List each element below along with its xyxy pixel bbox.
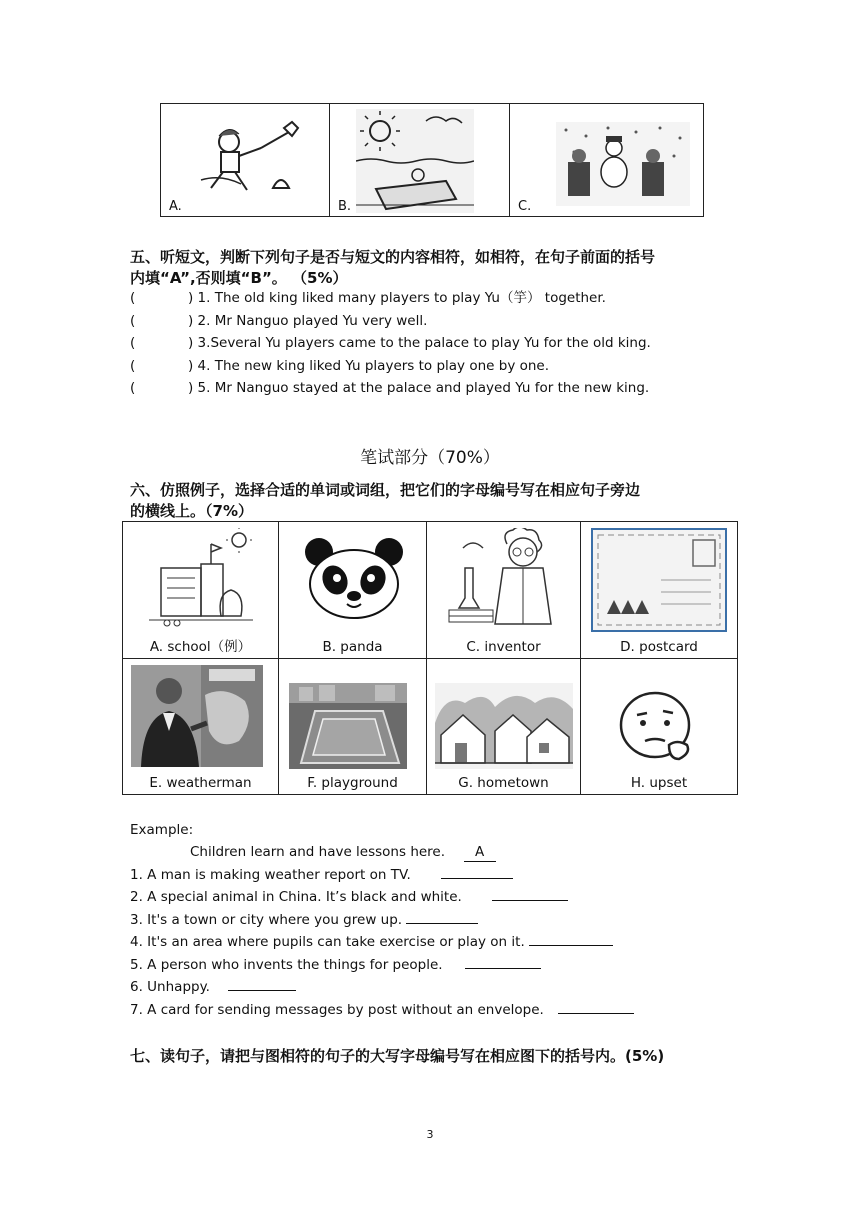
answer-blank[interactable] (529, 931, 613, 946)
question-row: 4. It's an area where pupils can take exercise or play on it. (130, 931, 613, 954)
grid-label-postcard: D. postcard (620, 639, 698, 655)
picture-cell-c (510, 104, 703, 216)
inventor-icon (443, 528, 567, 630)
section5-list (130, 287, 651, 400)
weatherman-photo-icon (131, 665, 263, 767)
answer-blank[interactable] (441, 864, 513, 879)
grid-label-inventor: C. inventor (466, 639, 541, 655)
list-item: ( ) 1. The old king liked many players to play Yu（竽） together. (130, 290, 606, 306)
list-item: ( ) 5. Mr Nanguo stayed at the palace and played Yu for the new king. (130, 380, 650, 396)
grid-cell-hometown (427, 659, 581, 794)
section6-title-line1: 六、仿照例子，选择合适的单词或词组，把它们的字母编号写在相应句子旁边 (130, 481, 641, 499)
grid-label-playground: F. playground (307, 775, 398, 791)
picture-cell-b (330, 104, 510, 216)
section7-title: 七、读句子，请把与图相符的句子的大写字母编号写在相应图下的括号内。(5%) (130, 1047, 665, 1065)
answer-blank[interactable] (406, 909, 478, 924)
example-row (190, 841, 496, 864)
example-answer: A (475, 844, 485, 860)
snowman-children-icon (556, 122, 690, 206)
beach-boat-icon (356, 109, 474, 213)
answer-blank[interactable] (228, 976, 296, 991)
question-row: 2. A special animal in China. It’s black and white. (130, 886, 568, 909)
list-item: ( ) 2. Mr Nanguo played Yu very well. (130, 312, 428, 329)
example-answer-blank (464, 844, 496, 862)
page-number: 3 (426, 1128, 434, 1141)
written-part-title: 笔试部分（70%） (360, 448, 500, 468)
school-icon (149, 528, 253, 628)
picture-label-b: B. (338, 199, 352, 214)
answer-blank[interactable] (465, 954, 541, 969)
grid-label-panda: B. panda (322, 639, 383, 655)
question-row: 3. It's a town or city where you grew up. (130, 909, 478, 932)
playground-photo-icon (289, 683, 407, 769)
grid-cell-school (123, 522, 279, 659)
grid-label-upset: H. upset (630, 775, 688, 791)
panda-icon (299, 536, 409, 620)
grid-label-weatherman: E. weatherman (149, 775, 252, 791)
section5-title-line2: 内填“A”,否则填“B”。 （5%） (130, 269, 348, 287)
section5-title-line1: 五、听短文，判断下列句子是否与短文的内容相符，如相符，在句子前面的括号 (130, 248, 656, 266)
grid-cell-panda (279, 522, 427, 659)
list-item: ( ) 3.Several Yu players came to the palace to play Yu for the old king. (130, 335, 651, 351)
hometown-icon (435, 683, 573, 769)
picture-label-a: A. (169, 199, 182, 214)
example-sentence: Children learn and have lessons here. (190, 844, 446, 860)
grid-cell-weatherman (123, 659, 279, 794)
answer-blank[interactable] (558, 999, 634, 1014)
postcard-icon (591, 528, 727, 632)
grid-label-hometown: G. hometown (458, 775, 549, 791)
picture-table-top (160, 103, 704, 217)
grid-label-school: A. school（例） (149, 639, 252, 655)
picture-label-c: C. (518, 199, 532, 214)
boy-with-kite-icon (189, 118, 314, 198)
vocabulary-picture-grid (122, 521, 738, 795)
picture-cell-a (161, 104, 330, 216)
list-item: ( ) 4. The new king liked Yu players to play one by one. (130, 357, 550, 374)
example-label: Example: (130, 822, 194, 838)
upset-face-icon (615, 689, 701, 765)
question-row: 5. A person who invents the things for people. (130, 954, 541, 977)
answer-blank[interactable] (492, 886, 568, 901)
section6-title-line2: 的横线上。（7%） (130, 502, 253, 520)
grid-cell-playground (279, 659, 427, 794)
question-row: 1. A man is making weather report on TV. (130, 864, 513, 887)
grid-cell-upset (581, 659, 737, 794)
grid-cell-postcard (581, 522, 737, 659)
question-row: 6. Unhappy. (130, 976, 296, 999)
grid-cell-inventor (427, 522, 581, 659)
question-row: 7. A card for sending messages by post without an envelope. (130, 999, 634, 1022)
